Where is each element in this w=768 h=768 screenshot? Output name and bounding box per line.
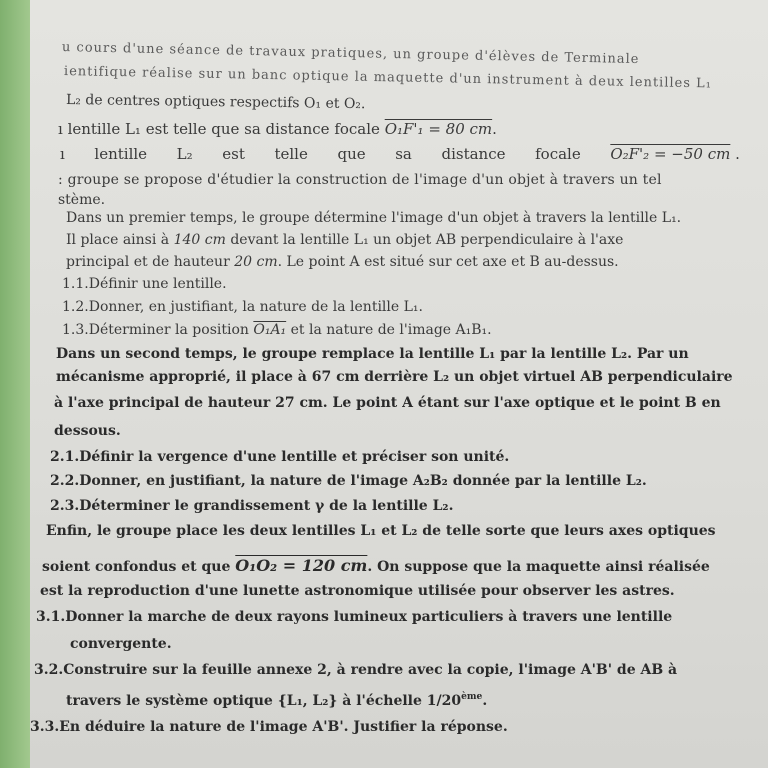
image-position-formula: O₁A₁ <box>253 322 287 338</box>
lens2-word: que <box>337 145 366 163</box>
part1-line-3 <box>66 254 619 270</box>
part3-line-2a: soient confondus et que <box>42 559 231 575</box>
lens2-word: distance <box>441 145 506 163</box>
lens2-focal-end: . <box>735 145 740 163</box>
lens2-word: sa <box>395 145 412 163</box>
part2-line-1: Dans un second temps, le groupe remplace la lentille L₁ par la lentille L₂. Par un <box>56 346 689 362</box>
part3-line-2b: . On suppose que la maquette ainsi réalisée <box>367 559 710 575</box>
object-height: 20 cm <box>234 254 278 270</box>
question-3-2b-text: travers le système optique {L₁, L₂} à l'échelle 1/20 <box>66 693 462 709</box>
lens2-word: est <box>222 145 245 163</box>
lens1-focal-formula: O₁F'₁ = 80 cm <box>384 120 493 138</box>
part1-line-3a: principal et de hauteur <box>66 254 230 270</box>
question-1-2: 1.2.Donner, en justifiant, la nature de la lentille L₁. <box>62 299 423 315</box>
lens2-focal-line <box>60 145 740 163</box>
lens2-word: L₂ <box>176 145 193 163</box>
object-distance: 140 cm <box>173 232 226 248</box>
part1-line-2a: Il place ainsi à <box>66 232 170 248</box>
question-1-3a: 1.3.Déterminer la position <box>62 322 249 338</box>
scale-superscript: ème <box>461 691 483 702</box>
part3-line-2 <box>42 556 710 575</box>
lens2-word: ı <box>60 145 65 163</box>
lens1-focal-line <box>58 120 497 138</box>
lens-spacing-formula: O₁O₂ = 120 cm <box>235 556 368 575</box>
part1-line-2c: devant la lentille L₁ un objet AB perpendiculaire à l'axe <box>230 232 624 248</box>
part2-line-4: dessous. <box>54 423 121 439</box>
lens2-word: telle <box>274 145 308 163</box>
question-1-3 <box>62 322 492 338</box>
lens1-focal-end: . <box>492 120 497 138</box>
intro-line-1: u cours d'une séance de travaux pratiques, un groupe d'élèves de Terminale <box>61 40 640 68</box>
question-1-3b: et la nature de l'image A₁B₁. <box>290 322 492 338</box>
question-2-1: 2.1.Définir la vergence d'une lentille et préciser son unité. <box>50 449 510 465</box>
question-3-1a: 3.1.Donner la marche de deux rayons lumineux particuliers à travers une lentille <box>36 609 673 625</box>
question-3-3: 3.3.En déduire la nature de l'image A'B'. Justifier la réponse. <box>30 719 508 735</box>
part1-line-1: Dans un premier temps, le groupe détermine l'image d'un objet à travers la lentille L₁. <box>66 210 682 226</box>
question-1-1: 1.1.Définir une lentille. <box>62 276 227 292</box>
group-line-1: : groupe se propose d'étudier la construction de l'image d'un objet à travers un tel <box>58 172 662 188</box>
part2-line-3: à l'axe principal de hauteur 27 cm. Le point A étant sur l'axe optique et le point B en <box>54 395 721 411</box>
question-3-2a: 3.2.Construire sur la feuille annexe 2, à rendre avec la copie, l'image A'B' de AB à <box>34 662 678 678</box>
question-3-2b <box>66 691 487 709</box>
question-2-2: 2.2.Donner, en justifiant, la nature de l'image A₂B₂ donnée par la lentille L₂. <box>50 473 647 489</box>
question-2-3: 2.3.Déterminer le grandissement γ de la lentille L₂. <box>50 498 454 514</box>
lens1-focal-text: ı lentille L₁ est telle que sa distance focale <box>58 120 380 138</box>
intro-line-2: ientifique réalise sur un banc optique la maquette d'un instrument à deux lentilles L₁ <box>63 64 713 92</box>
part2-line-2: mécanisme approprié, il place à 67 cm derrière L₂ un objet virtuel AB perpendiculaire <box>56 369 733 385</box>
part1-line-3c: . Le point A est situé sur cet axe et B au-dessus. <box>277 254 619 270</box>
lens2-focal-formula: O₂F'₂ = −50 cm <box>610 145 731 163</box>
lens2-word: lentille <box>94 145 148 163</box>
part3-line-3: est la reproduction d'une lunette astronomique utilisée pour observer les astres. <box>40 583 675 599</box>
question-3-1b: convergente. <box>70 636 172 652</box>
intro-line-3: L₂ de centres optiques respectifs O₁ et O₂. <box>65 92 366 113</box>
part3-line-1: Enfin, le groupe place les deux lentilles L₁ et L₂ de telle sorte que leurs axes optiques <box>46 523 716 539</box>
question-3-2b-end: . <box>482 693 488 709</box>
group-line-2: stème. <box>58 192 106 208</box>
lens2-word: focale <box>535 145 581 163</box>
part1-line-2 <box>66 232 623 248</box>
